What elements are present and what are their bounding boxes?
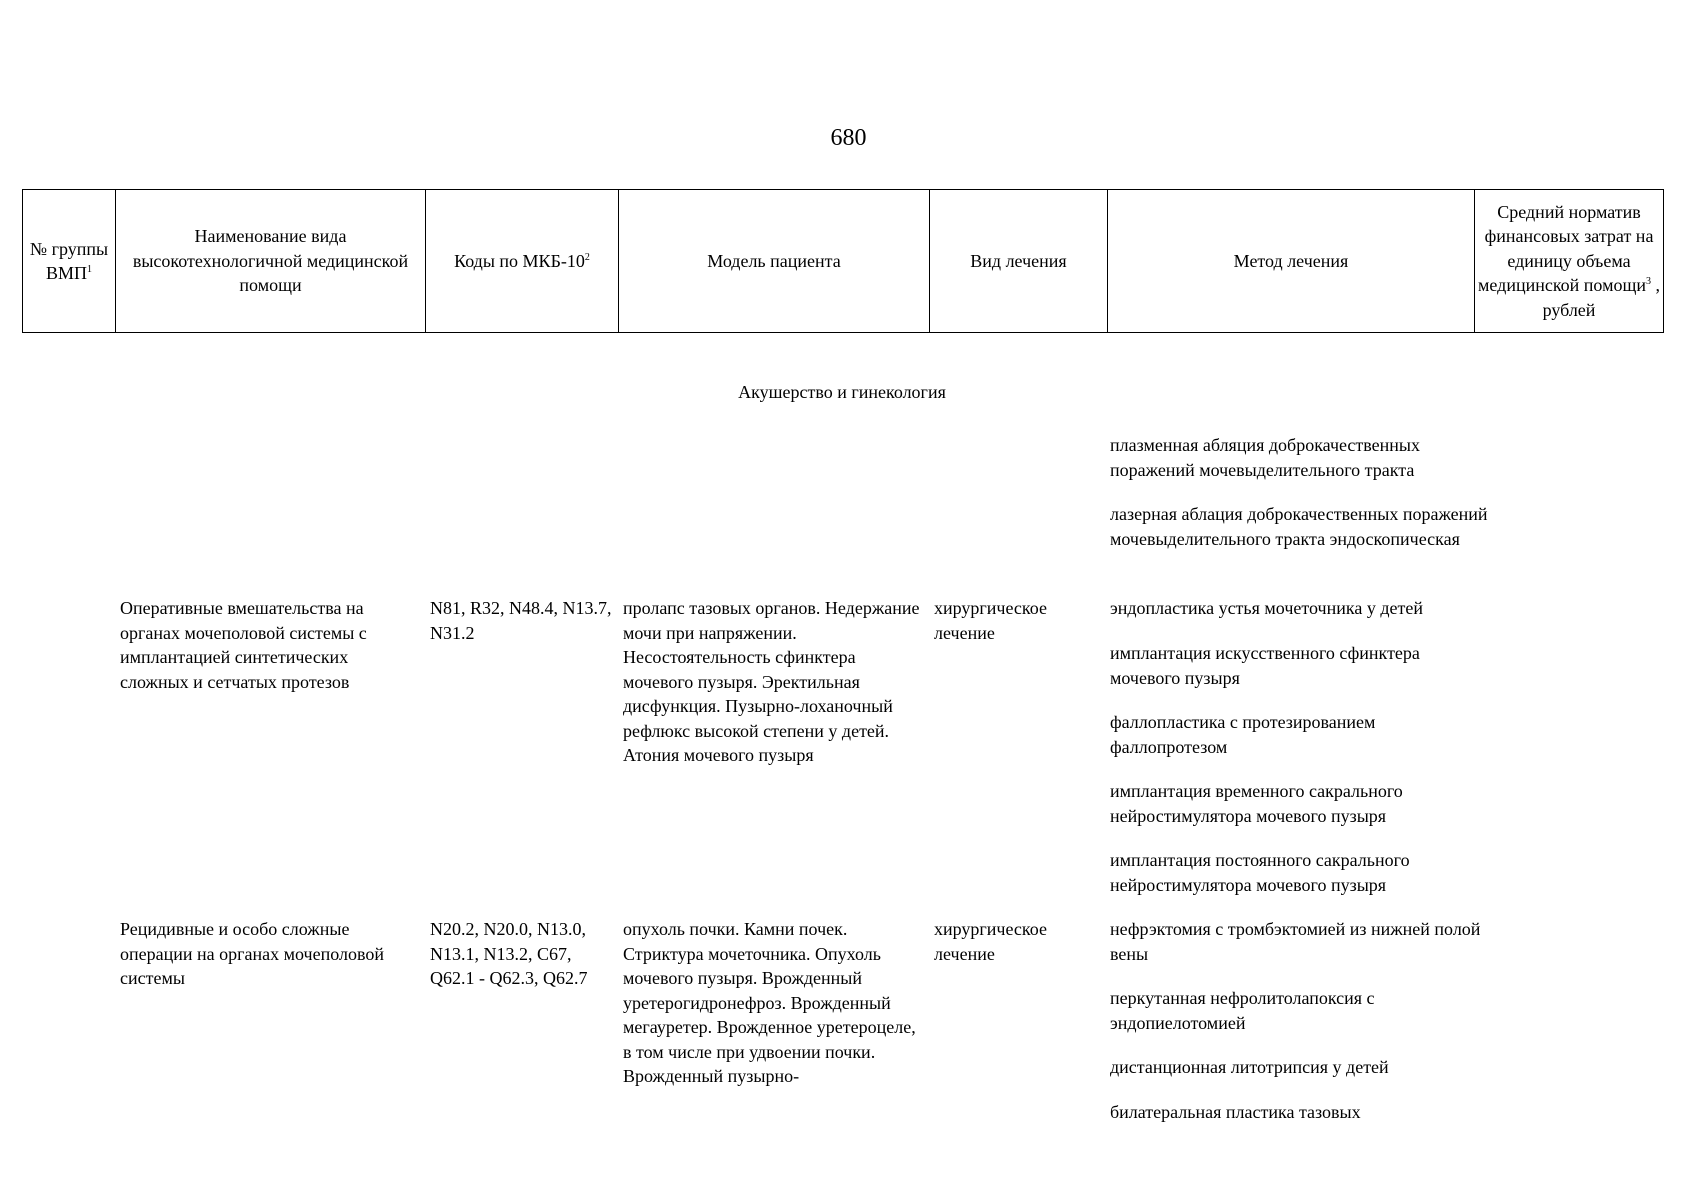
method-item: нефрэктомия с тромбэктомией из нижней полой вены xyxy=(1110,919,1481,964)
page-number: 680 xyxy=(830,125,867,151)
header-patient-model: Модель пациента xyxy=(619,190,930,333)
header-treatment-type: Вид лечения xyxy=(930,190,1108,333)
method-item: лазерная аблация доброкачественных поражений мочевыделительного тракта эндоскопическая xyxy=(1110,504,1488,549)
header-cost-standard: Средний норматив финансовых затрат на единицу объема медицинской помощи$^3$ , рублей xyxy=(1475,190,1664,333)
method-item: дистанционная литотрипсия у детей xyxy=(1110,1057,1389,1077)
row1-care-type-name: Оперативные вмешательства на органах мочеполовой системы с имплантацией синтетических сложных и сетчатых протезов xyxy=(120,598,367,692)
table-header xyxy=(22,189,1664,333)
method-item: эндопластика устья мочеточника у детей xyxy=(1110,598,1423,618)
method-item: билатеральная пластика тазовых xyxy=(1110,1102,1361,1122)
method-item: плазменная абляция доброкачественных поражений мочевыделительного тракта xyxy=(1110,435,1421,480)
row1-treatment-type: хирургическое лечение xyxy=(934,598,1047,643)
row2-treatment-type: хирургическое лечение xyxy=(934,919,1047,964)
header-treatment-method: Метод лечения xyxy=(1108,190,1475,333)
row2-icd-codes: N20.2, N20.0, N13.0, N13.1, N13.2, C67, Q62.1 - Q62.3, Q62.7 xyxy=(430,919,588,988)
header-icd-codes: Коды по МКБ-$10^2$ xyxy=(426,190,619,333)
row1-icd-codes: N81, R32, N48.4, N13.7, N31.2 xyxy=(430,598,612,643)
method-item: перкутанная нефролитолапоксия с эндопиелотомией xyxy=(1110,988,1375,1033)
header-group-number: № группы ВМП$^1$ xyxy=(23,190,116,333)
method-item: имплантация временного сакрального нейростимулятора мочевого пузыря xyxy=(1110,781,1403,826)
row2-patient-model: опухоль почки. Камни почек. Стриктура мочеточника. Опухоль мочевого пузыря. Врожденный уретерогидронефроз. Врожденный мегауретер. Врожденное уретероцеле, в том числе при удвоении почки. Врожденный пузырно- xyxy=(623,919,916,1086)
section-title: Акушерство и гинекология xyxy=(738,382,946,402)
method-item: фаллопластика с протезированием фаллопротезом xyxy=(1110,712,1376,757)
method-item: имплантация постоянного сакрального нейростимулятора мочевого пузыря xyxy=(1110,850,1410,895)
row1-patient-model: пролапс тазовых органов. Недержание мочи при напряжении. Несостоятельность сфинктера мочевого пузыря. Эректильная дисфункция. Пузырно-лоханочный рефлюкс высокой степени у детей. Атония мочевого пузыря xyxy=(623,598,920,765)
row2-care-type-name: Рецидивные и особо сложные операции на органах мочеполовой системы xyxy=(120,919,384,988)
method-item: имплантация искусственного сфинктера мочевого пузыря xyxy=(1110,643,1420,688)
header-care-type-name: Наименование вида высокотехнологичной медицинской помощи xyxy=(116,190,426,333)
